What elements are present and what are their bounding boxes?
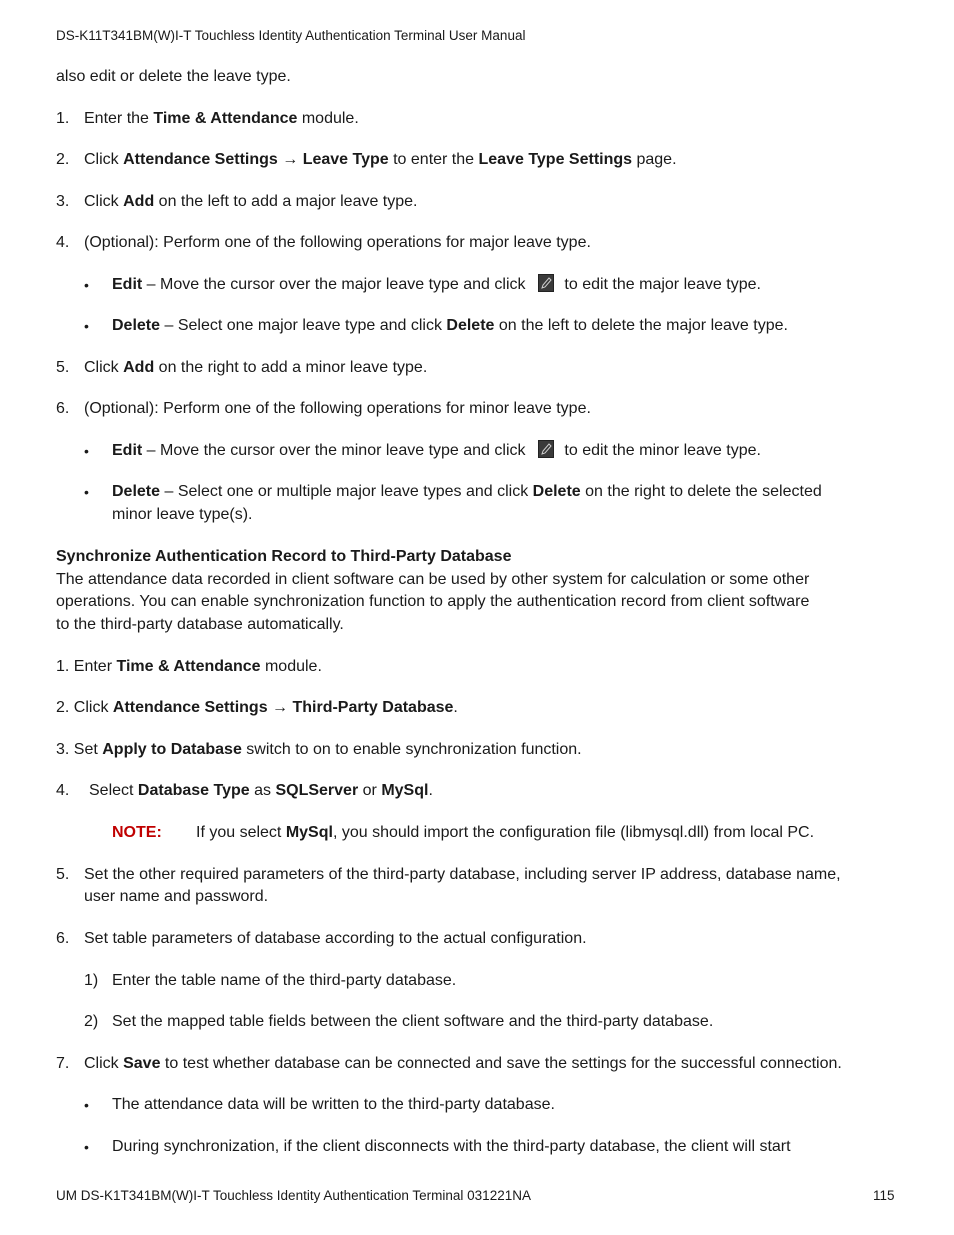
bullet: • [84,1139,89,1155]
sync-step-6: Set table parameters of database according to the actual configuration. [84,930,587,947]
sync-step-3: 3. Set Apply to Database switch to on to enable synchronization function. [56,741,582,758]
delete-minor-item-cont: minor leave type(s). [112,506,253,523]
step-6-text: (Optional): Perform one of the following operations for minor leave type. [84,400,591,417]
sync-step-5-line: Set the other required parameters of the third-party database, including server IP address, database name, [84,866,841,883]
step-number: 4. [56,782,70,799]
sync-step-7: Click Save to test whether database can be connected and save the settings for the successful connection. [84,1055,842,1072]
sync-step-2: 2. Click Attendance Settings → Third-Party Database. [56,699,458,716]
step-number: 2. [56,151,70,168]
page-number: 115 [873,1188,895,1203]
edit-minor-item: Edit – Move the cursor over the minor leave type and click to edit the minor leave type. [112,442,761,459]
step-number: 5. [56,359,70,376]
sync-step-7-bullet: The attendance data will be written to the third-party database. [112,1096,555,1113]
step-number: 7. [56,1055,70,1072]
sync-substep-2: Set the mapped table fields between the client software and the third-party database. [112,1013,714,1030]
edit-icon [538,274,554,292]
edit-major-item: Edit – Move the cursor over the major leave type and click to edit the major leave type. [112,276,761,293]
step-number: 6. [56,400,70,417]
note-text: If you select MySql, you should import the configuration file (libmysql.dll) from local PC. [196,824,815,841]
substep-number: 1) [84,972,99,989]
section-paragraph-line: operations. You can enable synchronization function to apply the authentication record from client software [56,593,810,610]
step-number: 3. [56,193,70,210]
delete-major-item: Delete – Select one major leave type and click Delete on the left to delete the major leave type. [112,317,788,334]
step-5-text: Click Add on the right to add a minor leave type. [84,359,428,376]
step-number: 6. [56,930,70,947]
intro-text: also edit or delete the leave type. [56,68,291,85]
sync-step-7-bullet: During synchronization, if the client disconnects with the third-party database, the client will start [112,1138,791,1155]
page-header: DS-K11T341BM(W)I-T Touchless Identity Authentication Terminal User Manual [56,28,526,43]
sync-substep-1: Enter the table name of the third-party database. [112,972,457,989]
sync-step-4: Select Database Type as SQLServer or MySql. [89,782,433,799]
bullet: • [84,318,89,334]
step-2-text: Click Attendance Settings → Leave Type to enter the Leave Type Settings page. [84,151,677,168]
step-number: 1. [56,110,70,127]
step-4-text: (Optional): Perform one of the following operations for major leave type. [84,234,591,251]
section-paragraph-line: to the third-party database automatically. [56,616,344,633]
step-number: 5. [56,866,70,883]
section-heading: Synchronize Authentication Record to Third-Party Database [56,548,512,565]
sync-step-1: 1. Enter Time & Attendance module. [56,658,322,675]
section-paragraph-line: The attendance data recorded in client software can be used by other system for calculation or some other [56,571,810,588]
substep-number: 2) [84,1013,99,1030]
step-1-text: Enter the Time & Attendance module. [84,110,359,127]
bullet: • [84,443,89,459]
bullet: • [84,1097,89,1113]
bullet: • [84,484,89,500]
note-label: NOTE: [112,824,162,841]
sync-step-5-line: user name and password. [84,888,269,905]
step-3-text: Click Add on the left to add a major leave type. [84,193,418,210]
bullet: • [84,277,89,293]
edit-icon [538,440,554,458]
delete-minor-item: Delete – Select one or multiple major leave types and click Delete on the right to delete the selected [112,483,822,500]
page-footer: UM DS-K1T341BM(W)I-T Touchless Identity Authentication Terminal 031221NA [56,1188,531,1203]
step-number: 4. [56,234,70,251]
